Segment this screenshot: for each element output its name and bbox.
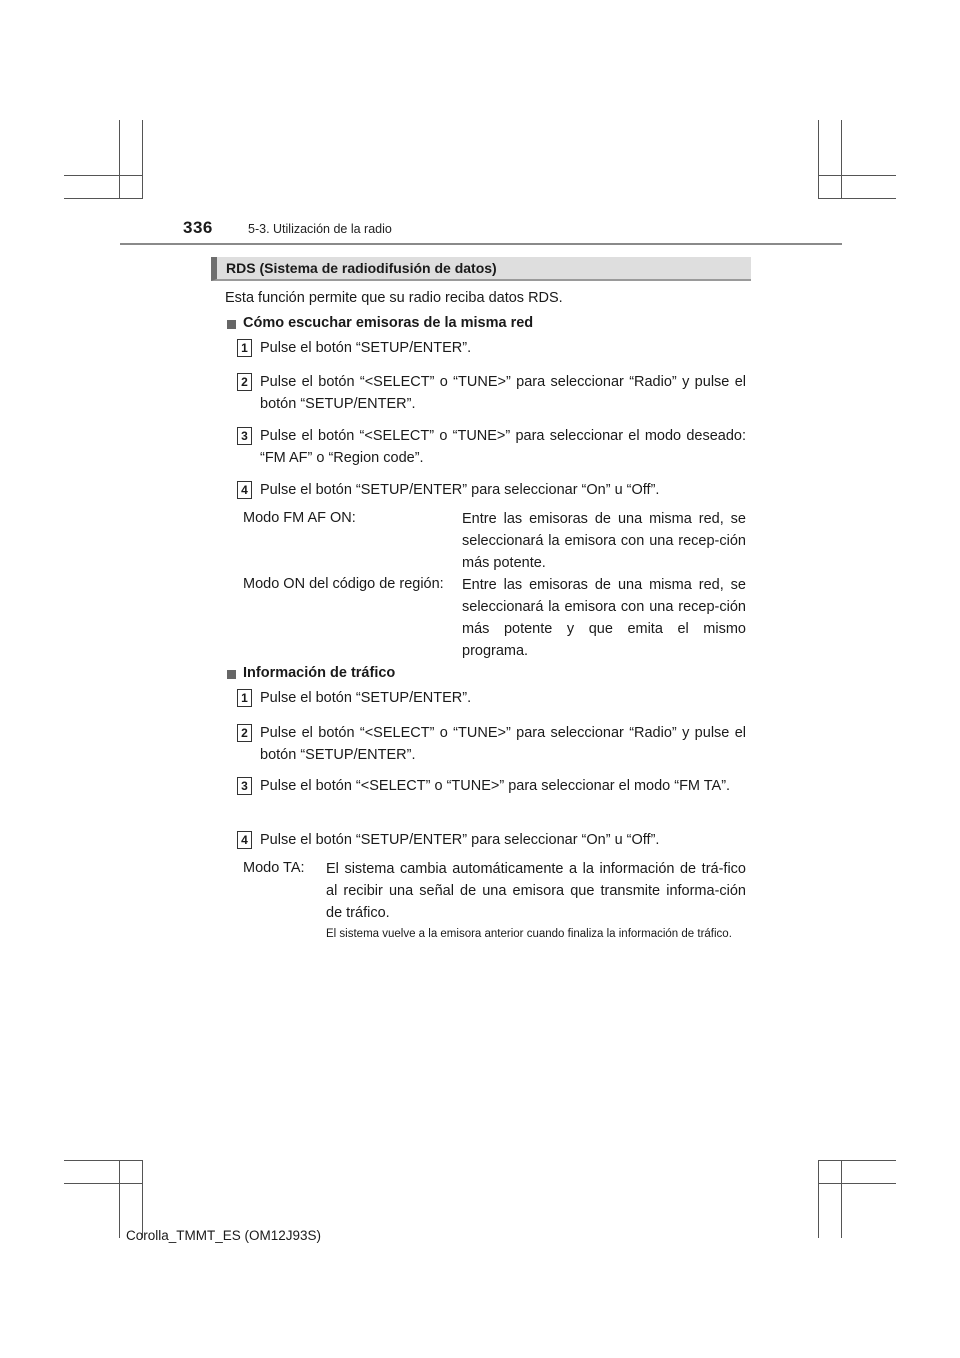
- mode-label: Modo FM AF ON:: [243, 510, 356, 526]
- section-title: RDS (Sistema de radiodifusión de datos): [226, 260, 497, 276]
- step-text: Pulse el botón “SETUP/ENTER” para seleccionar “On” u “Off”.: [260, 482, 660, 498]
- running-header: 5-3. Utilización de la radio: [248, 222, 392, 236]
- step-number: 2: [237, 373, 252, 391]
- step-text: Pulse el botón “SETUP/ENTER” para seleccionar “On” u “Off”.: [260, 832, 660, 848]
- step-text: Pulse el botón “<SELECT” o “TUNE>” para seleccionar el modo deseado: “FM AF” o “Region code”.: [260, 428, 746, 466]
- crop-mark: [841, 120, 842, 199]
- crop-mark: [64, 198, 142, 199]
- page-number: 336: [183, 218, 213, 237]
- footer-text: Corolla_TMMT_ES (OM12J93S): [126, 1228, 322, 1243]
- mode-description: El sistema cambia automáticamente a la información de trá-fico al recibir una señal de una emisora que transmite informa-ción de tráfico.: [326, 861, 746, 921]
- subsection-title-network: Cómo escuchar emisoras de la misma red: [243, 315, 534, 331]
- step-text: Pulse el botón “SETUP/ENTER”.: [260, 340, 472, 356]
- mode-label: Modo ON del código de región:: [243, 576, 444, 592]
- crop-mark: [818, 1160, 896, 1161]
- header-rule: [120, 243, 842, 245]
- crop-mark: [119, 120, 120, 199]
- step-text: Pulse el botón “<SELECT” o “TUNE>” para seleccionar el modo “FM TA”.: [260, 778, 731, 794]
- crop-mark: [64, 175, 142, 176]
- step-text: Pulse el botón “<SELECT” o “TUNE>” para seleccionar “Radio” y pulse el botón “SETUP/ENTER”.: [260, 725, 746, 763]
- mode-description: Entre las emisoras de una misma red, se seleccionará la emisora con una recep-ción más potente y que emita el mismo programa.: [462, 577, 746, 659]
- crop-mark: [142, 120, 143, 199]
- step-text: Pulse el botón “SETUP/ENTER”.: [260, 690, 472, 706]
- step-text: Pulse el botón “<SELECT” o “TUNE>” para seleccionar “Radio” y pulse el botón “SETUP/ENTER”.: [260, 374, 746, 412]
- crop-mark: [818, 198, 896, 199]
- step-number: 1: [237, 689, 252, 707]
- subsection-title-traffic: Información de tráfico: [243, 665, 396, 681]
- mode-note: El sistema vuelve a la emisora anterior cuando finaliza la información de tráfico.: [326, 928, 732, 940]
- crop-mark: [818, 120, 819, 199]
- section-intro: Esta función permite que su radio reciba datos RDS.: [225, 290, 563, 306]
- section-heading: [211, 257, 751, 281]
- mode-label: Modo TA:: [243, 860, 305, 876]
- crop-mark: [64, 1183, 142, 1184]
- step-number: 4: [237, 481, 252, 499]
- crop-mark: [119, 1160, 120, 1238]
- step-number: 2: [237, 724, 252, 742]
- bullet-square-icon: [227, 320, 236, 329]
- mode-description: Entre las emisoras de una misma red, se seleccionará la emisora con una recep-ción más potente.: [462, 511, 746, 571]
- crop-mark: [818, 1183, 896, 1184]
- step-number: 1: [237, 339, 252, 357]
- bullet-square-icon: [227, 670, 236, 679]
- crop-mark: [818, 1160, 819, 1238]
- crop-mark: [142, 1160, 143, 1238]
- step-number: 4: [237, 831, 252, 849]
- step-number: 3: [237, 777, 252, 795]
- crop-mark: [841, 1160, 842, 1238]
- step-number: 3: [237, 427, 252, 445]
- crop-mark: [64, 1160, 142, 1161]
- crop-mark: [818, 175, 896, 176]
